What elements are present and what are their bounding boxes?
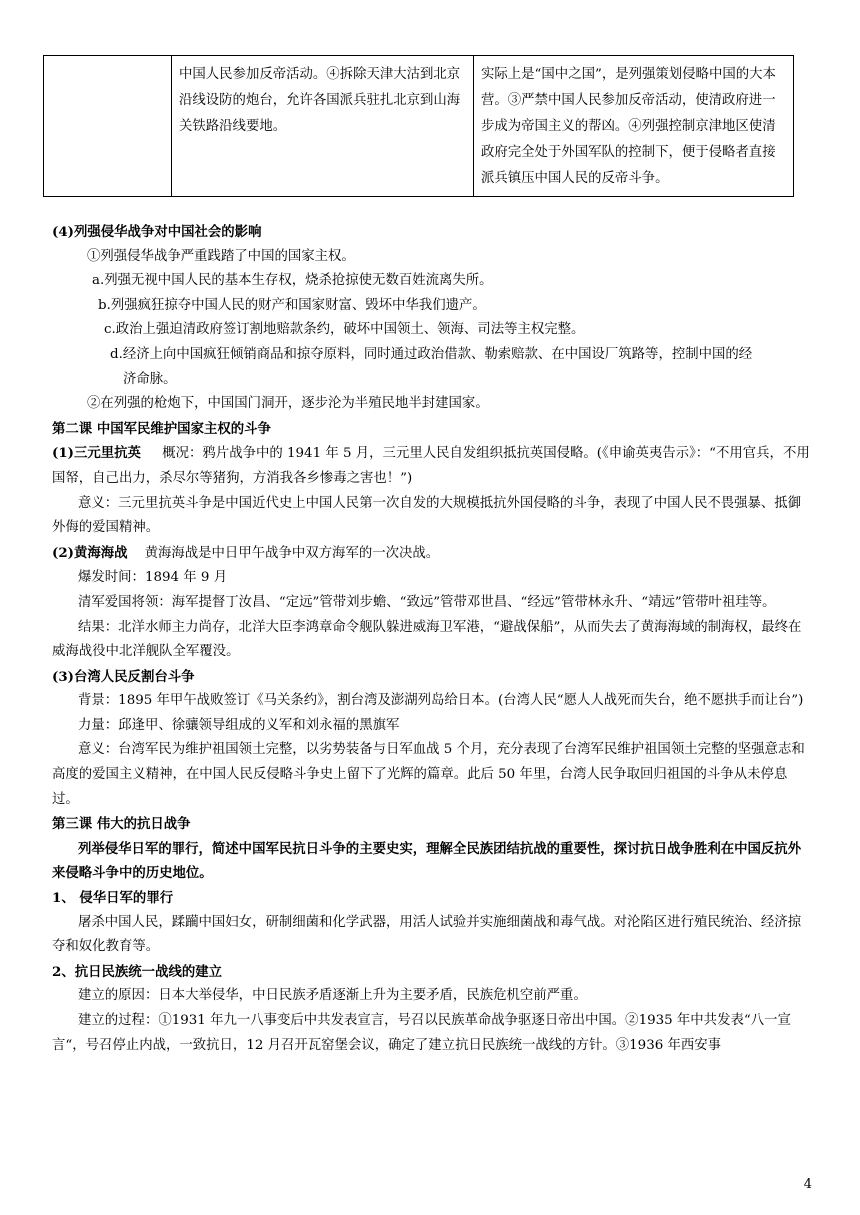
paragraph: 爆发时间：1894 年 9 月 (78, 570, 228, 586)
paragraph: 清军爱国将领：海军提督丁汝昌、“定远”管带刘步蟾、“致远”管带邓世昌、“经远”管带林永升、“靖远”管带叶祖珪等。 (78, 594, 776, 610)
main-content (52, 220, 812, 1058)
list-item: c.政治上强迫清政府签订割地赔款条约，破坏中国领土、领海、司法等主权完整。 (104, 322, 585, 338)
section-heading: (1)三元里抗英 (52, 445, 141, 462)
table-cell-empty (44, 56, 172, 197)
paragraph: 意义：三元里抗英斗争是中国近代史上中国人民第一次自发的大规模抵抗外国侵略的斗争，表现了中国人民不畏强暴、抵御外侮的爱国精神。 (52, 495, 802, 536)
table-cell-content: 中国人民参加反帝活动。④拆除天津大沽到北京沿线设防的炮台，允许各国派兵驻扎北京到山海关铁路沿线要地。 (172, 56, 474, 197)
paragraph-text: 概况：鸦片战争中的 1941 年 5 月，三元里人民自发组织抵抗英国侵略。(《申谕英夷告示》：“不用官兵，不用国帑，自己出力，杀尽尔等猪狗，方消我各乡惨毒之害也！”) (52, 446, 810, 486)
paragraph: ①列强侵华战争严重践踏了中国的国家主权。 (87, 248, 355, 264)
section-heading: 2、抗日民族统一战线的建立 (52, 963, 223, 980)
lesson-goal: 列举侵华日军的罪行，简述中国军民抗日斗争的主要史实，理解全民族团结抗战的重要性，探讨抗日战争胜利在中国反抗外来侵略斗争中的历史地位。 (52, 840, 802, 882)
table-cell-impact: 实际上是“国中之国”，是列强策划侵略中国的大本营。③严禁中国人民参加反帝活动，使清政府进一步成为帝国主义的帮凶。④列强控制京津地区使清政府完全处于外国军队的控制下，便于侵略者直接派兵镇压中国人民的反帝斗争。 (474, 56, 794, 197)
paragraph: 屠杀中国人民，蹂躏中国妇女，研制细菌和化学武器，用活人试验并实施细菌战和毒气战。对沦陷区进行殖民统治、经济掠夺和奴化教育等。 (52, 914, 802, 955)
list-item: a.列强无视中国人民的基本生存权，烧杀抢掠使无数百姓流离失所。 (92, 273, 493, 289)
paragraph: ②在列强的枪炮下，中国国门洞开，逐步沦为半殖民地半封建国家。 (87, 396, 489, 412)
paragraph: 意义：台湾军民为维护祖国领土完整，以劣势装备与日军血战 5 个月，充分表现了台湾军民维护祖国领土完整的坚强意志和高度的爱国主义精神，在中国人民反侵略斗争史上留下了光辉的篇章。此后 50 年里，台湾人民争取回归祖国的斗争从未停息过。 (52, 742, 805, 807)
section-heading: (2)黄海海战 (52, 544, 128, 561)
paragraph-text: 黄海海战是中日甲午战争中双方海军的一次决战。 (144, 545, 440, 561)
paragraph (52, 541, 812, 567)
paragraph: 结果：北洋水师主力尚存，北洋大臣李鸿章命令舰队躲进威海卫军港，“避战保船”，从而失去了黄海海域的制海权，最终在威海战役中北洋舰队全军覆没。 (52, 619, 802, 660)
list-item: b.列强疯狂掠夺中国人民的财产和国家财富、毁坏中华我们遗产。 (98, 297, 486, 313)
lesson-title: 第二课 中国军民维护国家主权的斗争 (52, 420, 271, 437)
section-heading-impact: (4)列强侵华战争对中国社会的影响 (52, 224, 262, 240)
paragraph: 建立的原因：日本大举侵华，中日民族矛盾逐渐上升为主要矛盾，民族危机空前严重。 (78, 988, 587, 1004)
list-item-continuation: 济命脉。 (123, 371, 177, 387)
paragraph: 力量：邱逢甲、徐骧领导组成的义军和刘永福的黑旗军 (78, 717, 400, 733)
table-row (44, 56, 794, 197)
comparison-table (43, 55, 794, 197)
paragraph: 建立的过程：①1931 年九一八事变后中共发表宣言，号召以民族革命战争驱逐日帝出中国。②1935 年中共发表“八一宣言“，号召停止内战，一致抗日，12 月召开瓦窑堡会议，确定了建立抗日民族统一战线的方针。③1936 年西安事 (52, 1013, 791, 1053)
paragraph: 背景：1895 年甲午战败签订《马关条约》，割台湾及澎湖列岛给日本。(台湾人民“愿人人战死而失台，绝不愿拱手而让台”) (78, 693, 804, 709)
page-number: 4 (803, 1177, 812, 1192)
list-item: d.经济上向中国疯狂倾销商品和掠夺原料，同时通过政治借款、勒索赔款、在中国设厂筑路等，控制中国的经 (110, 346, 753, 362)
lesson-title: 第三课 伟大的抗日战争 (52, 816, 191, 833)
section-heading: (3)台湾人民反割台斗争 (52, 668, 195, 685)
section-heading: 1、 侵华日军的罪行 (52, 890, 174, 907)
paragraph (52, 441, 812, 491)
